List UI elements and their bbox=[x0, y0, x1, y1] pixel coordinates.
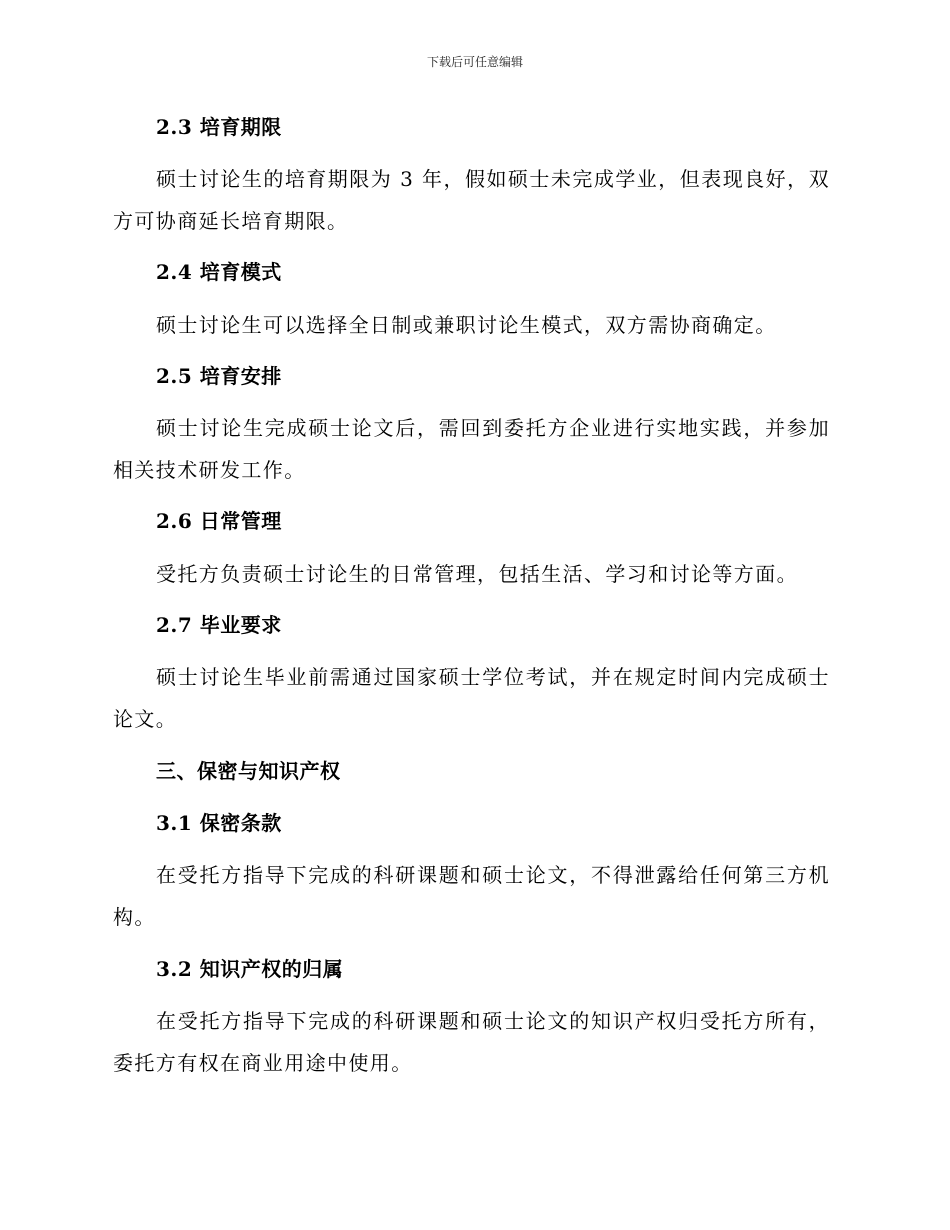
section-heading-2-3: 2.3 培育期限 bbox=[156, 115, 282, 139]
chapter-heading-3: 三、保密与知识产权 bbox=[156, 759, 341, 783]
section-heading-2-5: 2.5 培育安排 bbox=[156, 364, 282, 388]
paragraph-training-mode: 硕士讨论生可以选择全日制或兼职讨论生模式，双方需协商确定。 bbox=[156, 313, 777, 337]
section-heading-2-7: 2.7 毕业要求 bbox=[156, 613, 282, 637]
paragraph-training-arrangement: 硕士讨论生完成硕士论文后，需回到委托方企业进行实地实践，并参加相关技术研发工作。 bbox=[113, 416, 830, 482]
section-heading-3-2: 3.2 知识产权的归属 bbox=[156, 957, 344, 981]
paragraph-daily-management: 受托方负责硕士讨论生的日常管理，包括生活、学习和讨论等方面。 bbox=[156, 562, 798, 586]
section-heading-3-1: 3.1 保密条款 bbox=[156, 811, 282, 835]
paragraph-training-period: 硕士讨论生的培育期限为 3 年，假如硕士未完成学业，但表现良好，双方可协商延长培育期限。 bbox=[113, 167, 830, 233]
page-header: 下载后可任意编辑 bbox=[426, 55, 523, 69]
paragraph-confidentiality: 在受托方指导下完成的科研课题和硕士论文，不得泄露给任何第三方机构。 bbox=[113, 863, 830, 929]
paragraph-ip-ownership: 在受托方指导下完成的科研课题和硕士论文的知识产权归受托方所有，委托方有权在商业用途中使用。 bbox=[113, 1009, 830, 1075]
section-heading-2-6: 2.6 日常管理 bbox=[156, 509, 282, 533]
section-heading-2-4: 2.4 培育模式 bbox=[156, 260, 282, 284]
paragraph-graduation-requirements: 硕士讨论生毕业前需通过国家硕士学位考试，并在规定时间内完成硕士论文。 bbox=[113, 665, 830, 731]
